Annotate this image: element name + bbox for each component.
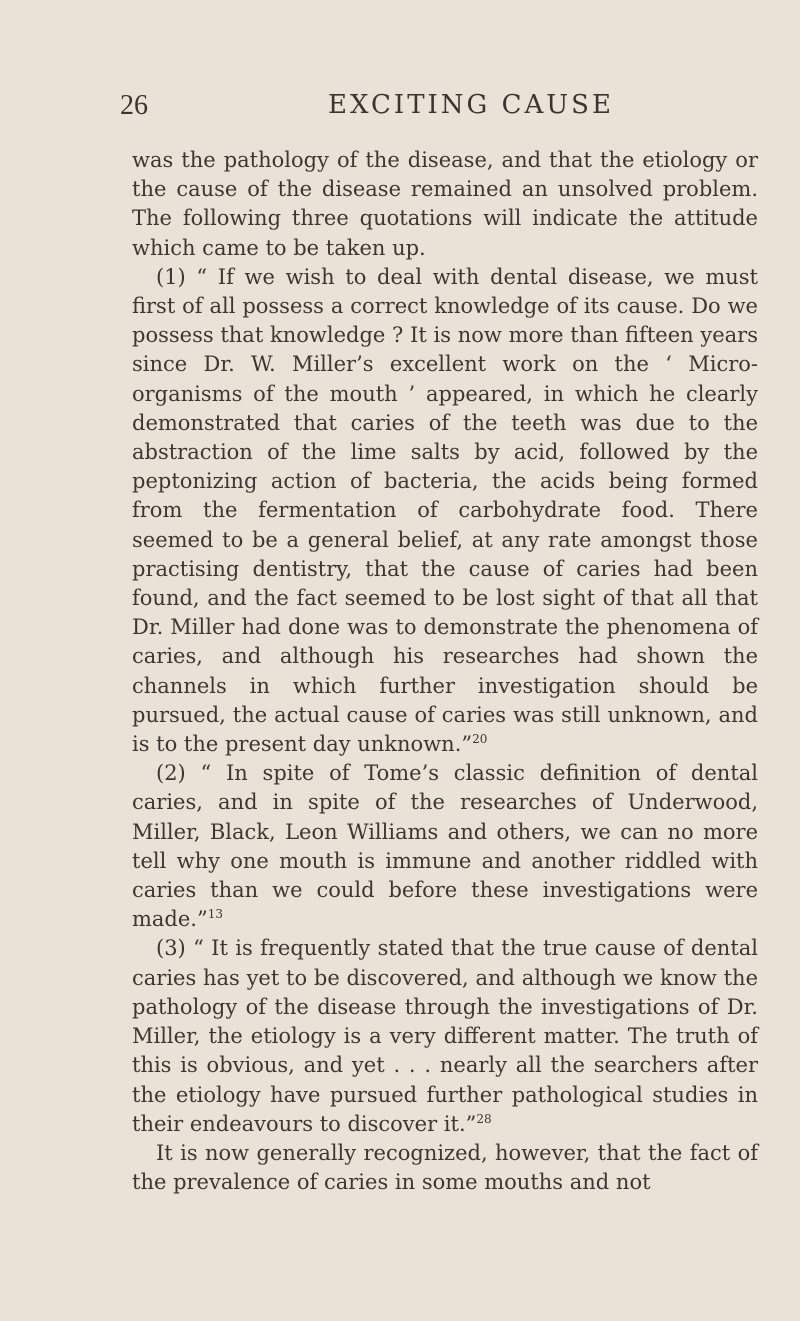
reference-marker: 13: [207, 907, 223, 922]
paragraph-quotation-2: [132, 759, 758, 934]
paragraph-text: (3) “ It is frequently stated that the true cause of dental caries has yet to be discovered, and although we know the pathology of the disease through the investigations of Dr. Miller, the etiology is a very different matter. The truth of this is obvious, and yet . . . nearly all the searchers after the etiology have pursued further pathological studies in their endeavours to discover it.”: [132, 936, 758, 1136]
reference-marker: 28: [476, 1111, 492, 1126]
paragraph-quotation-3: [132, 934, 758, 1138]
paragraph-intro: [132, 146, 758, 263]
paragraph-text: was the pathology of the disease, and that the etiology or the cause of the disease remained an unsolved problem. The following three quotations will indicate the attitude which came to be taken up.: [132, 148, 758, 260]
body-text: [132, 146, 758, 1197]
running-head: [0, 90, 800, 130]
paragraph-text: (2) “ In spite of Tome’s classic definition of dental caries, and in spite of the researches of Underwood, Miller, Black, Leon Williams and others, we can no more tell why one mouth is immune and another riddled with caries than we could before these investigations were made.”: [132, 761, 758, 932]
reference-marker: 20: [472, 732, 488, 747]
paragraph-text: (1) “ If we wish to deal with dental disease, we must first of all possess a correct knowledge of its cause. Do we possess that knowledge ? It is now more than fifteen years since Dr. W. Miller’s excellent work on the ‘ Micro-organisms of the mouth ’ appeared, in which he clearly demonstrated that caries of the teeth was due to the abstraction of the lime salts by acid, followed by the peptonizing action of bacteria, the acids being formed from the fermentation of carbohydrate food. There seemed to be a general belief, at any rate amongst those practising dentistry, that the cause of caries had been found, and the fact seemed to be lost sight of that all that Dr. Miller had done was to demonstrate the phenomena of caries, and although his researches had shown the channels in which further investigation should be pursued, the actual cause of caries was still unknown, and is to the present day unknown.”: [132, 264, 758, 757]
running-title: EXCITING CAUSE: [328, 90, 614, 120]
page-number: 26: [120, 90, 148, 121]
paragraph-conclusion: [132, 1139, 758, 1197]
paragraph-text: It is now generally recognized, however, that the fact of the prevalence of caries in some mouths and not: [132, 1140, 758, 1195]
paragraph-quotation-1: [132, 263, 758, 759]
